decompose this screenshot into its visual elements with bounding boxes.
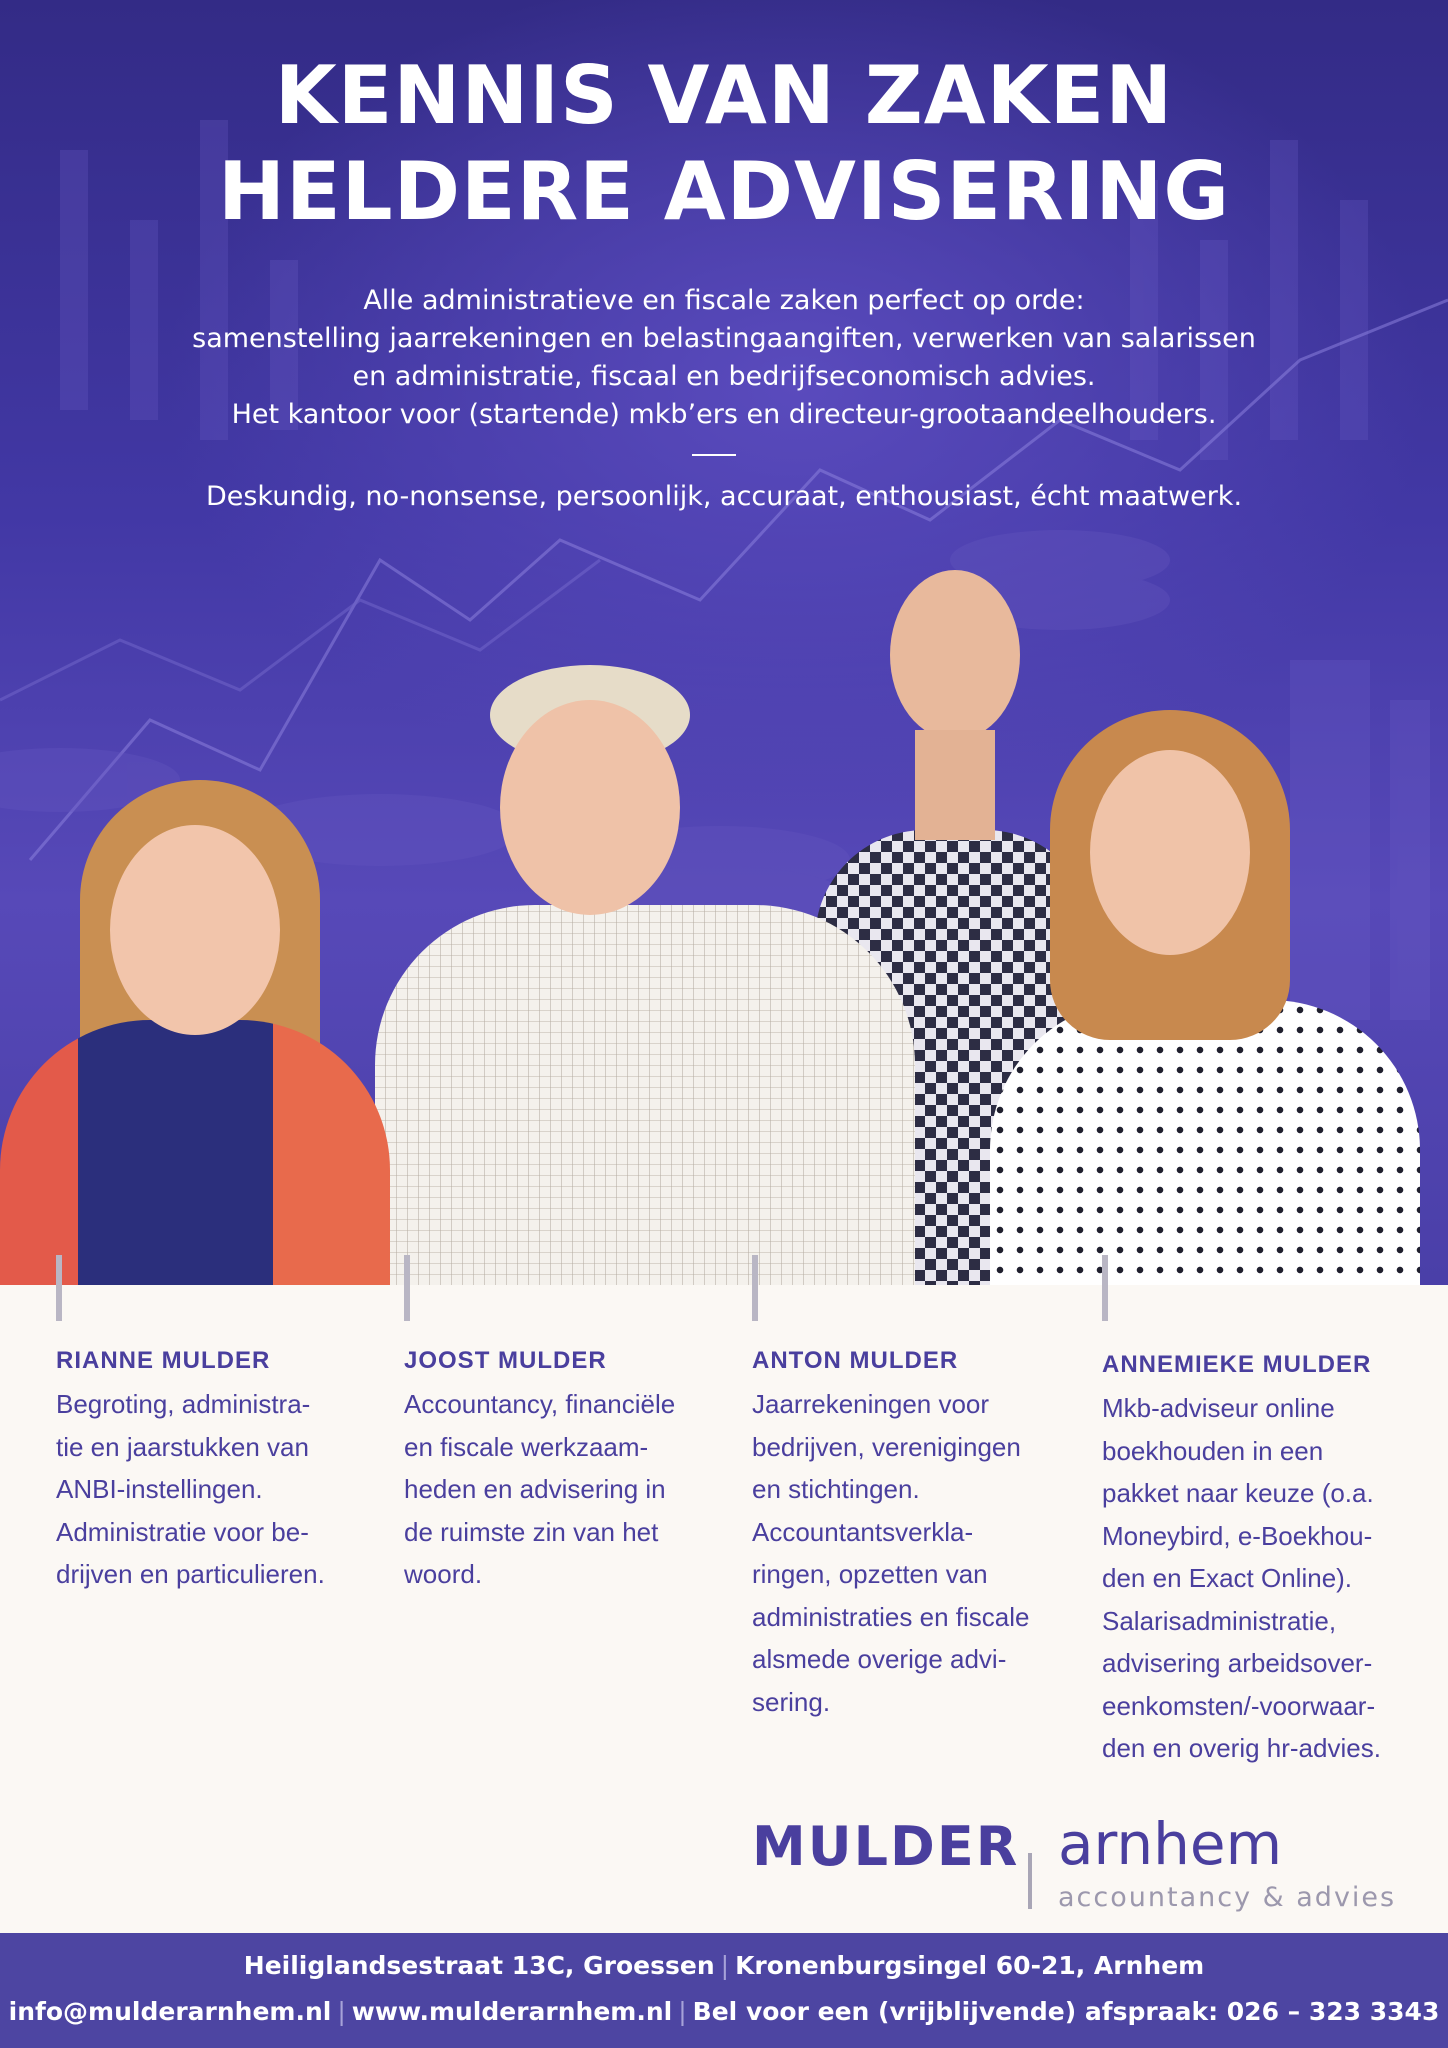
intro-line: Het kantoor voor (startende) mkb’ers en directeur-grootaandeelhouders. <box>231 399 1217 430</box>
team-divider-tick <box>56 1255 62 1321</box>
team-member-annemieke <box>1102 1351 1412 1770</box>
footer-contact <box>0 1997 1448 2026</box>
logo-subtitle: accountancy & advies <box>1058 1882 1397 1913</box>
logo-city: arnhem <box>1058 1810 1283 1878</box>
team-member-description: Jaarrekeningen voor bedrijven, verenigingen en stichtingen. Accountantsverkla- ringen, opzetten van administraties en fiscale alsmede overige advi- sering. <box>752 1389 1030 1717</box>
team-member-description: Accountancy, financiële en fiscale werkzaam- heden en advisering in de ruimste zin van het woord. <box>404 1389 676 1589</box>
email-link[interactable]: info@mulderarnhem.nl <box>8 1997 332 2026</box>
person-photo-annemieke <box>960 690 1440 1285</box>
headline-line-1: KENNIS VAN ZAKEN <box>274 49 1174 142</box>
headline-line-2: HELDERE ADVISERING <box>218 145 1230 238</box>
headline <box>0 48 1448 240</box>
address-groessen: Heiliglandsestraat 13C, Groessen <box>243 1951 715 1980</box>
intro-line: samenstelling jaarrekeningen en belastingaangiften, verwerken van salarissen <box>192 323 1256 354</box>
team-divider-tick <box>1102 1255 1108 1321</box>
person-photo-joost <box>375 665 915 1285</box>
website-link[interactable]: www.mulderarnhem.nl <box>351 1997 673 2026</box>
tagline: Deskundig, no-nonsense, persoonlijk, accuraat, enthousiast, écht maatwerk. <box>205 481 1243 512</box>
team-member-name: ANNEMIEKE MULDER <box>1102 1351 1372 1378</box>
intro-divider <box>692 454 736 456</box>
team-member-rianne <box>56 1347 366 1596</box>
logo-wordmark: MULDER <box>752 1815 1020 1878</box>
team-divider-tick <box>404 1255 410 1321</box>
team-divider-tick <box>752 1255 758 1321</box>
logo-separator <box>1028 1853 1032 1909</box>
team-member-description: Mkb-adviseur online boekhouden in een pakket naar keuze (o.a. Moneybird, e-Boekhou- den en Exact Online). Salarisadministratie, advisering arbeidsover- eenkomsten/-voorwaar- den en overig hr-advies. <box>1102 1393 1381 1763</box>
footer-addresses <box>0 1951 1448 1980</box>
team-member-name: ANTON MULDER <box>752 1347 959 1374</box>
team-member-anton <box>752 1347 1062 1723</box>
address-arnhem: Kronenburgsingel 60-21, Arnhem <box>735 1951 1205 1980</box>
intro-line: en administratie, fiscaal en bedrijfseconomisch advies. <box>352 361 1096 392</box>
team-member-description: Begroting, administra- tie en jaarstukken van ANBI-instellingen. Administratie voor be- drijven en particulieren. <box>56 1389 325 1589</box>
team-member-name: RIANNE MULDER <box>56 1347 271 1374</box>
call-to-action[interactable]: Bel voor een (vrijblijvende) afspraak: 026 – 323 3343 <box>692 1997 1440 2026</box>
intro-line: Alle administratieve en fiscale zaken perfect op orde: <box>363 285 1085 316</box>
team-member-joost <box>404 1347 714 1596</box>
footer-separator: | <box>678 1997 687 2026</box>
contact-footer <box>0 1933 1448 2048</box>
intro-text <box>150 282 1298 434</box>
footer-separator: | <box>337 1997 346 2026</box>
footer-separator: | <box>720 1951 730 1980</box>
team-member-name: JOOST MULDER <box>404 1347 607 1374</box>
person-photo-rianne <box>0 780 400 1285</box>
